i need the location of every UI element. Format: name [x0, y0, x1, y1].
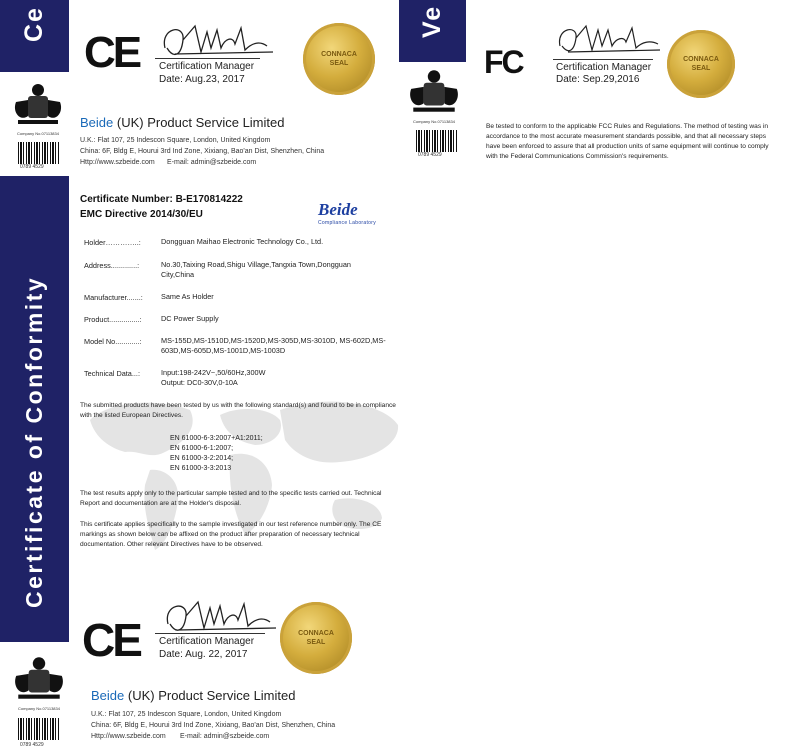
emc-directive: EMC Directive 2014/30/EU: [80, 209, 203, 220]
main-seal-text-bottom: SEAL: [306, 639, 326, 646]
holder-label: Holder…………..:: [84, 238, 141, 247]
certificate-date: Date: Aug.23, 2017: [159, 74, 245, 85]
main-crest-icon: [10, 655, 68, 701]
manufacturer-value: Same As Holder: [161, 292, 214, 301]
fcc-mark-text: FC: [484, 44, 523, 80]
fcc-crest-icon: [405, 68, 463, 114]
main-band-text: Certificate of Conformity: [21, 275, 47, 608]
barcode: [18, 142, 60, 164]
beide-logo-text: Beide: [318, 200, 358, 219]
address-uk: U.K.: Flat 107, 25 Indescon Square, London, United Kingdom: [80, 137, 271, 144]
standard-2: EN 61000-6-1:2007;: [170, 445, 234, 452]
technical-data-output: Output: DC0-30V,0-10A: [161, 378, 238, 387]
manufacturer-label: Manufacturer.......:: [84, 293, 143, 302]
fcc-royal-crest: [405, 68, 463, 122]
technical-data-label: Technical Data...:: [84, 369, 140, 378]
beide-logo-subtitle: Compliance Laboratory: [318, 220, 376, 226]
email: E-mail: admin@szbeide.com: [167, 159, 257, 166]
model-no-value: MS-155D,MS-1510D,MS-1520D,MS-305D,MS-3010D, MS-602D,MS-603D,MS-605D,MS-1001D,MS-1003D: [161, 336, 386, 355]
ce-mark: CE: [84, 28, 140, 77]
main-seal-text-top: CONNACA: [298, 630, 334, 637]
main-email: E-mail: admin@szbeide.com: [180, 733, 270, 740]
company-suffix: (UK) Product Service Limited: [113, 115, 285, 130]
crest-icon: [10, 82, 66, 126]
certificate-number: Certificate Number: B-E170814222: [80, 194, 243, 205]
fcc-mark: [484, 44, 523, 81]
seal-text-top: CONNACA: [321, 51, 357, 58]
standard-4: EN 61000-3-3:2013: [170, 465, 232, 472]
royal-crest: [10, 82, 66, 136]
website: Http://www.szbeide.com: [80, 159, 155, 166]
seal-text-bottom: SEAL: [329, 60, 349, 67]
fcc-barcode-number: 0789 4529: [418, 152, 442, 158]
fcc-certification-manager-label: Certification Manager: [556, 62, 652, 73]
address-label: Address.............:: [84, 261, 140, 270]
model-no-label: Model No............:: [84, 337, 142, 346]
fcc-statement: Be tested to conform to the applicable FCC Rules and Regulations. The method of testing was in accordance to the most accurate measurement standards possible, and that all necessary steps have been enforced to assure that all production units of same equipment will continue to comply with the Federal Communications Commission's requirements.: [486, 123, 769, 160]
main-address-uk: U.K.: Flat 107, 25 Indescon Square, London, United Kingdom: [91, 711, 282, 718]
fcc-gold-seal: [667, 30, 735, 98]
company-name: [80, 115, 284, 130]
address-china: China: 6F, Bldg E, Hourui 3rd Ind Zone, Xixiang, Bao'an Dist, Shenzhen, China: [80, 148, 325, 155]
main-certificate-date: Date: Aug. 22, 2017: [159, 649, 248, 660]
main-address-china: China: 6F, Bldg E, Hourui 3rd Ind Zone, Xixiang, Bao'an Dist, Shenzhen, China: [91, 722, 336, 729]
fcc-certificate-date: Date: Sep.29,2016: [556, 74, 640, 85]
crest-caption: Company No.07113834: [17, 131, 59, 136]
fcc-signature-line: [553, 59, 653, 60]
fcc-crest-caption: Company No.07113834: [413, 119, 455, 124]
company-brand: Beide: [80, 115, 114, 130]
fcc-barcode: [416, 130, 458, 152]
main-signature-line: [155, 633, 265, 634]
main-company-brand: Beide: [91, 688, 125, 703]
product-label: Product...............:: [84, 315, 142, 324]
top-right-band-text: Ve: [418, 4, 446, 38]
beide-logo: [318, 200, 376, 226]
main-gold-seal: [280, 602, 352, 674]
technical-data-input: Input:198-242V~,50/60Hz,300W: [161, 368, 266, 377]
main-company-suffix: (UK) Product Service Limited: [124, 688, 296, 703]
results-statement: The test results apply only to the particular sample tested and to the specific tests carried out. Technical Report and documentation are at the Holder's disposal.: [80, 490, 382, 507]
signature-line: [155, 58, 260, 59]
address-value: No.30,Taixing Road,Shigu Village,Tangxia Town,Dongguan City,China: [161, 260, 351, 279]
standard-1: EN 61000-6-3:2007+A1:2011;: [170, 435, 263, 442]
barcode-number: 0789 4529: [20, 164, 44, 170]
main-ce-mark: CE: [82, 614, 140, 666]
main-company-name: [91, 688, 295, 703]
gold-seal: [303, 23, 375, 95]
fcc-signature: [552, 20, 662, 60]
standard-3: EN 61000-3-2:2014;: [170, 455, 234, 462]
main-certification-manager-label: Certification Manager: [159, 636, 255, 647]
main-crest-caption: Company No.07113834: [18, 706, 60, 711]
top-left-band-text: Ce: [20, 6, 48, 42]
certification-manager-label: Certification Manager: [159, 61, 255, 72]
holder-value: Dongguan Maihao Electronic Technology Co., Ltd.: [161, 237, 324, 246]
product-value: DC Power Supply: [161, 314, 219, 323]
fcc-seal-text-bottom: SEAL: [691, 65, 711, 72]
main-website: Http://www.szbeide.com: [91, 733, 166, 740]
main-barcode: [18, 718, 60, 740]
main-royal-crest: [10, 655, 68, 709]
main-barcode-number: 0789 4529: [20, 742, 44, 748]
main-signature: [158, 596, 278, 638]
submitted-statement: The submitted products have been tested by us with the following standard(s) and found to be in compliance with the listed European Directives.: [80, 402, 396, 419]
fcc-seal-text-top: CONNACA: [683, 56, 719, 63]
applies-statement: This certificate applies specifically to the sample investigated in our test reference number only. The CE markings as shown below can be affixed on the product after preparation of necessary technical documentation. Other relevant Directives have to be observed.: [80, 521, 382, 548]
